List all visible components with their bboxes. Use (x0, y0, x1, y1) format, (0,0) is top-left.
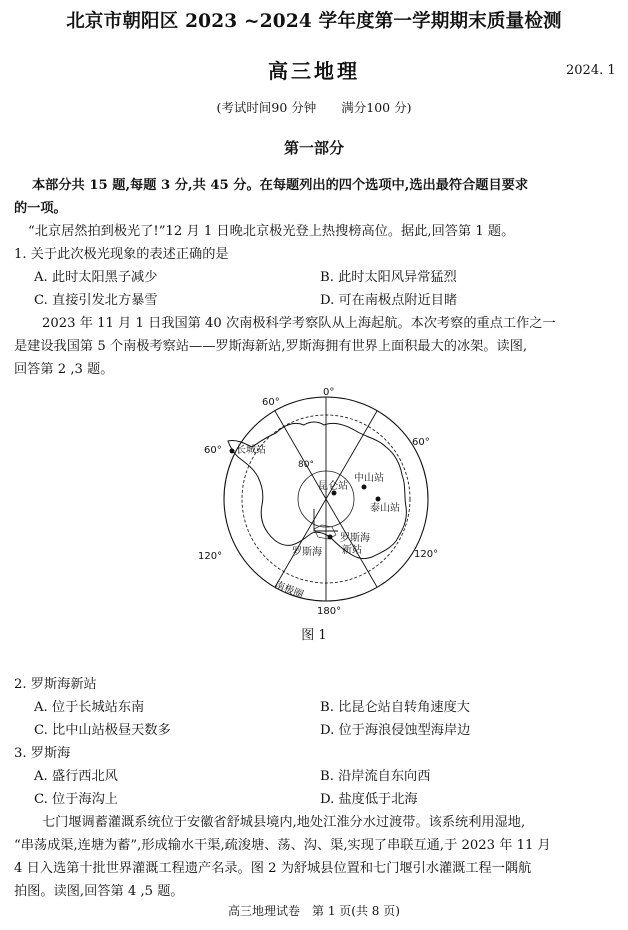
lon-60-right-label: 60° (412, 437, 430, 448)
q1-stem: 1. 关于此次极光现象的表述正确的是 (14, 247, 229, 262)
lon-180-label: 180° (317, 606, 342, 617)
antarctica-map (196, 381, 456, 621)
antarctic-circle-label: 南极圈 (272, 579, 305, 602)
q2-option-d: D. 位于海浪侵蚀型海岸边 (320, 723, 471, 738)
instructions-line-2: 的一项。 (14, 201, 67, 216)
exam-title: 北京市朝阳区 2023 ~2024 学年度第一学期期末质量检测 (66, 11, 562, 32)
instructions-line-1: 本部分共 15 题,每题 3 分,共 45 分。在每题列出的四个选项中,选出最符合题目要求 (32, 178, 529, 193)
exam-date: 2024. 1 (566, 63, 616, 78)
q45-context-line-4: 拍图。读图,回答第 4 ,5 题。 (14, 884, 184, 899)
lon-60-left-label: 60° (204, 445, 222, 456)
q3-stem: 3. 罗斯海 (14, 746, 71, 761)
part-title: 第一部分 (283, 139, 344, 157)
q23-context-line-2: 是建设我国第 5 个南极考察站——罗斯海新站,罗斯海拥有世界上面积最大的冰架。读图, (14, 339, 528, 354)
meridian-lines (272, 397, 377, 602)
page-footer: 高三地理试卷 第 1 页(共 8 页) (228, 904, 400, 918)
taishan-label: 泰山站 (370, 503, 400, 514)
q1-option-c: C. 直接引发北方暴雪 (34, 293, 158, 308)
q1-context: “北京居然拍到极光了!”12 月 1 日晚北京极光登上热搜榜高位。据此,回答第 1 题。 (28, 224, 515, 239)
zhongshan-label: 中山站 (354, 473, 384, 484)
q23-context-line-3: 回答第 2 ,3 题。 (14, 362, 114, 377)
q3-option-d: D. 盐度低于北海 (320, 792, 418, 807)
rosssea-station-marker (328, 535, 333, 540)
zhongshan-marker (362, 485, 367, 490)
lat-80-label: 80° (298, 460, 314, 470)
q2-option-a: A. 位于长城站东南 (34, 700, 145, 715)
lon-0-label: 0° (323, 387, 335, 398)
lon-120-right-label: 120° (414, 549, 439, 560)
figure-1-caption: 图 1 (301, 628, 327, 643)
rosssea-label: 罗斯海 (292, 547, 322, 558)
q1-option-a: A. 此时太阳黑子减少 (34, 270, 158, 285)
rosssea-station-label-1: 罗斯海 (340, 533, 370, 544)
q2-option-b: B. 比昆仑站自转角速度大 (320, 700, 470, 715)
taishan-marker (376, 497, 381, 502)
subject-title: 高三地理 (268, 59, 360, 83)
q2-option-c: C. 比中山站极昼天数多 (34, 723, 171, 738)
q3-option-a: A. 盛行西北风 (34, 769, 118, 784)
q1-option-d: D. 可在南极点附近目睹 (320, 293, 458, 308)
q3-option-b: B. 沿岸流自东向西 (320, 769, 431, 784)
lon-120-left-label: 120° (198, 551, 223, 562)
q3-option-c: C. 位于海沟上 (34, 792, 118, 807)
q45-context-line-2: “串荡成渠,连塘为蓄”,形成输水干渠,疏浚塘、荡、沟、渠,实现了串联互通,于 2023 年 11 月 (14, 838, 551, 853)
q45-context-line-1: 七门堰调蓄灌溉系统位于安徽省舒城县境内,地处江淮分水过渡带。该系统利用湿地, (42, 815, 526, 830)
q45-context-line-3: 4 日入选第十批世界灌溉工程遗产名录。图 2 为舒城县位置和七门堰引水灌溉工程一隅航 (14, 861, 532, 876)
rosssea-station-label-2: 新站 (342, 545, 362, 556)
q1-option-b: B. 此时太阳风异常猛烈 (320, 270, 457, 285)
exam-time-info: (考试时间90 分钟 满分100 分) (216, 100, 412, 115)
q2-stem: 2. 罗斯海新站 (14, 677, 97, 692)
changcheng-marker (230, 449, 235, 454)
kunlun-label: 昆仑站 (318, 481, 348, 492)
q23-context-line-1: 2023 年 11 月 1 日我国第 40 次南极科学考察队从上海起航。本次考察的重点工作之一 (42, 316, 556, 331)
changcheng-label: 长城站 (236, 445, 266, 456)
lon-60-top-label: 60° (262, 397, 280, 408)
